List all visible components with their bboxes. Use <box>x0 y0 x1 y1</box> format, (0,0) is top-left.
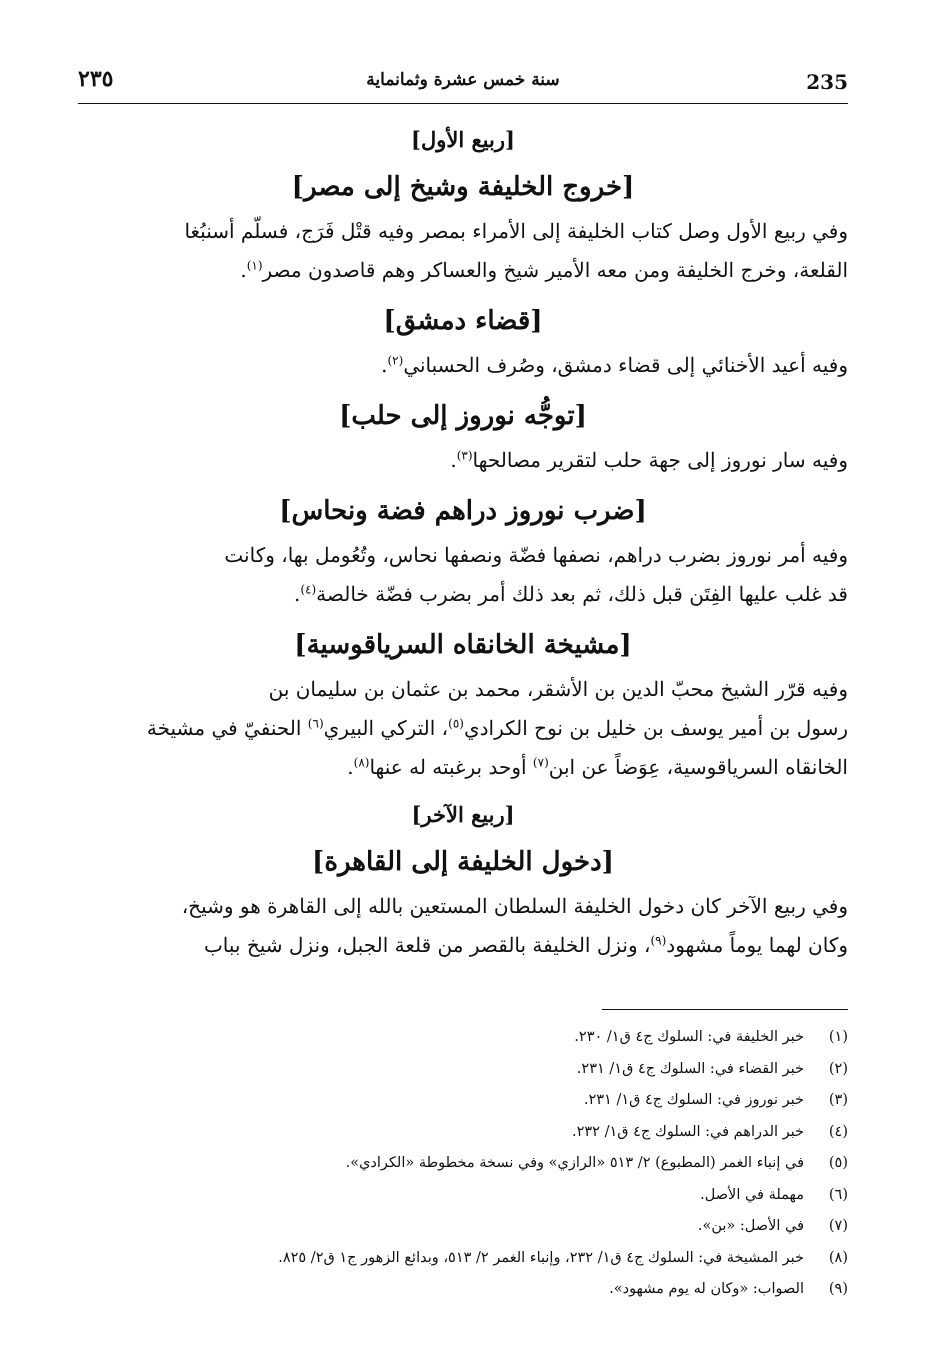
footnote-number: (٣) <box>828 1092 848 1108</box>
footnote-number: (٦) <box>828 1186 848 1203</box>
paragraph: وفيه قرّر الشيخ محبّ الدين بن الأشقر، محمد بن عثمان بن سليمان بن رسول بن أمير يوسف بن خليل بن نوح الكرادي$^{(٥)}$، التركي البيري$^{(٦)}$ الحنفيّ في مشيخة الخانقاه السرياقوسية، عِوَضاً عن ابن$^{(٧)}$ أوحد برغبته له عنها$^{(٨)}$. <box>78 670 848 787</box>
footnote-ref: (٩) <box>650 933 667 948</box>
footnote-item <box>78 1180 848 1212</box>
footnote-item <box>78 1022 848 1054</box>
text-line: القلعة، وخرج الخليفة ومن معه الأمير شيخ والعساكر وهم قاصدون مصر <box>262 258 848 282</box>
section-heading: [دخول الخليفة إلى القاهرة] <box>312 847 614 877</box>
text-line: وفي ربيع الآخر كان دخول الخليفة السلطان المستعين بالله إلى القاهرة هو وشيخ، <box>181 894 848 918</box>
footnote-text: الصواب: «وكان له يوم مشهود». <box>609 1281 804 1297</box>
text-line: وفي ربيع الأول وصل كتاب الخليفة إلى الأمراء بمصر وفيه قتْل فَرَج، فسلّم أسنبُغا <box>184 219 848 243</box>
footnote-ref: (٢) <box>387 353 404 368</box>
text-run: الخانقاه السرياقوسية، عِوَضاً عن ابن <box>548 755 848 779</box>
footnote-text: خبر القضاء في: السلوك ج٤ ق١/ ٢٣١. <box>576 1060 804 1077</box>
footnote-text: خبر المشيخة في: السلوك ج٤ ق١/ ٢٣٢، وإنباء الغمر ٢/ ٥١٣، وبدائع الزهور ج١ ق٢/ ٨٢٥. <box>278 1249 804 1266</box>
text-line <box>78 709 848 748</box>
footnote-text: خبر نوروز في: السلوك ج٤ ق١/ ٢٣١. <box>583 1092 804 1108</box>
footnote-ref: (٤) <box>300 582 317 597</box>
footnote-number: (٢) <box>828 1060 848 1077</box>
text-line: وفيه قرّر الشيخ محبّ الدين بن الأشقر، محمد بن عثمان بن سليمان بن <box>268 677 848 701</box>
footnote-ref: (٣) <box>456 448 473 463</box>
footnote-number: (٩) <box>828 1281 848 1297</box>
section-heading: [ضرب نوروز دراهم فضة ونحاس] <box>279 496 647 526</box>
text-line: وفيه أعيد الأخنائي إلى قضاء دمشق، وصُرف الحسباني <box>403 353 848 377</box>
footnote-text: خبر الدراهم في: السلوك ج٤ ق١/ ٢٣٢. <box>572 1123 804 1140</box>
footnote-number: (٧) <box>828 1218 848 1234</box>
text-run: ، ونزل الخليفة بالقصر من قلعة الجبل، ونزل شيخ بباب <box>203 933 651 957</box>
footnote-text: في الأصل: «بن». <box>697 1218 804 1234</box>
paragraph <box>78 887 848 965</box>
footnote-ref: (١) <box>246 258 263 273</box>
footnote-ref: (٦) <box>307 716 324 731</box>
text-line: وفيه أمر نوروز بضرب دراهم، نصفها فضّة ونصفها نحاس، وتُعُومل بها، وكانت <box>224 543 848 567</box>
footnote-text: مهملة في الأصل. <box>700 1186 804 1203</box>
text-line: قد غلب عليها الفِتَن قبل ذلك، ثم بعد ذلك أمر بضرب فضّة خالصة <box>316 582 848 606</box>
page-number-latin: 235 <box>806 70 848 94</box>
footnote-text: في إنباء الغمر (المطبوع) ٢/ ٥١٣ «الرازي» وفي نسخة مخطوطة «الكرادي». <box>345 1155 804 1171</box>
footnote-item <box>78 1274 848 1306</box>
section-heading: [مشيخة الخانقاه السرياقوسية] <box>294 630 632 660</box>
section-heading: [قضاء دمشق] <box>383 306 543 336</box>
footnote-item <box>78 1054 848 1086</box>
footnote-item <box>78 1211 848 1243</box>
footnote-ref: (٧) <box>532 755 549 770</box>
paragraph: وفيه سار نوروز إلى جهة حلب لتقرير مصالحها$^{(٣)}$. <box>450 448 848 472</box>
main-text <box>78 118 848 971</box>
footnote-ref: (٥) <box>448 716 464 731</box>
footnote-number: (١) <box>828 1029 848 1045</box>
paragraph: وفيه أعيد الأخنائي إلى قضاء دمشق، وصُرف الحسباني$^{(٢)}$. <box>381 353 848 377</box>
section-heading: [خروج الخليفة وشيخ إلى مصر] <box>291 172 635 202</box>
text-line: وفيه سار نوروز إلى جهة حلب لتقرير مصالحها <box>472 448 848 472</box>
section-heading: [توجُّه نوروز إلى حلب] <box>339 401 587 431</box>
text-run: الحنفيّ في مشيخة <box>146 716 308 740</box>
header-rule <box>78 103 848 104</box>
footnote-text: خبر الخليفة في: السلوك ج٤ ق١/ ٢٣٠. <box>574 1029 804 1045</box>
page-number-arabic: ٢٣٥ <box>78 66 114 92</box>
running-title: سنة خمس عشرة وثمانماية <box>366 70 560 90</box>
month-heading: [ربيع الأول] <box>411 127 515 152</box>
paragraph: وفيه أمر نوروز بضرب دراهم، نصفها فضّة ونصفها نحاس، وتُعُومل بها، وكانت قد غلب عليها الفِتَن قبل ذلك، ثم بعد ذلك أمر بضرب فضّة خالصة$^{(٤)}$. <box>78 536 848 614</box>
footnote-item <box>78 1148 848 1180</box>
footnote-item <box>78 1243 848 1275</box>
paragraph: وفي ربيع الأول وصل كتاب الخليفة إلى الأمراء بمصر وفيه قتْل فَرَج، فسلّم أسنبُغا القلعة، وخرج الخليفة ومن معه الأمير شيخ والعساكر وهم قاصدون مصر$^{(١)}$. <box>78 212 848 290</box>
footnote-item <box>78 1117 848 1149</box>
footnote-item <box>78 1085 848 1117</box>
text-run: أوحد برغبته له عنها <box>369 755 533 779</box>
month-heading: [ربيع الآخر] <box>411 802 515 827</box>
running-header <box>78 66 848 102</box>
footnote-number: (٨) <box>828 1249 848 1266</box>
footnote-number: (٤) <box>828 1123 848 1140</box>
footnote-rule <box>602 1009 848 1010</box>
text-run: رسول بن أمير يوسف بن خليل بن نوح الكرادي <box>463 716 848 740</box>
footnotes <box>78 1022 848 1306</box>
text-run: وكان لهما يوماً مشهود <box>666 933 848 957</box>
text-run: ، التركي البيري <box>323 716 449 740</box>
footnote-number: (٥) <box>828 1155 848 1171</box>
footnote-ref: (٨) <box>353 755 370 770</box>
